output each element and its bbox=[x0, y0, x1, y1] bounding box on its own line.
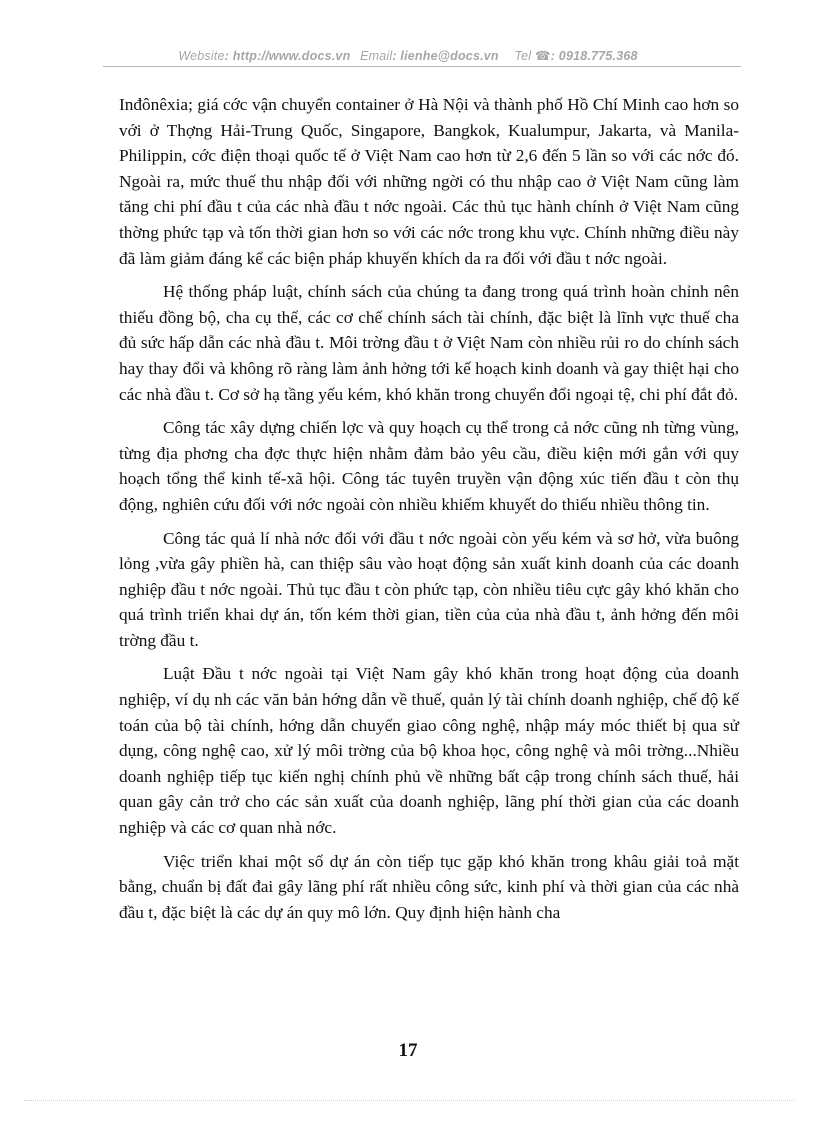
page-header bbox=[0, 48, 816, 63]
phone-number: ☎: 0918.775.368 bbox=[534, 49, 638, 63]
paragraph-2: Hệ thống pháp luật, chính sách của chúng ta đang trong quá trình hoàn chỉnh nên thiếu đồng bộ, cha cụ thể, các cơ chế chính sách tài chính, đặc biệt là lĩnh vực thuế cha đủ sức hấp dẫn các nhà đầu t. Môi trờng đầu t ở Việt Nam còn nhiều rủi ro do chính sách hay thay đổi và không rõ ràng làm ảnh hởng tới kế hoạch kinh doanh và gay thiệt hại cho các nhà đầu t. Cơ sở hạ tầng yếu kém, khó khăn trong chuyển đổi ngoại tệ, chi phí đắt đỏ. bbox=[119, 282, 739, 404]
paragraph-5: Luật Đầu t nớc ngoài tại Việt Nam gây khó khăn trong hoạt động của doanh nghiệp, ví dụ nh các văn bản hớng dẫn về thuế, quản lý tài chính doanh nghiệp, chế độ kế toán của bộ tài chính, hớng dẫn chuyển giao công nghệ, nhập máy móc thiết bị qua sử dụng, công nghệ cao, xử lý môi trờng của bộ khoa học, công nghệ và môi trờng...Nhiều doanh nghiệp tiếp tục kiến nghị chính phủ về những bất cập trong chính sách thuế, hải quan gây cản trở cho các sản xuất của doanh nghiệp, lãng phí thời gian của các doanh nghiệp và các cơ quan nhà nớc. bbox=[119, 664, 739, 838]
website-label: Website bbox=[178, 49, 225, 63]
paragraph-4: Công tác quả lí nhà nớc đối với đầu t nớc ngoài còn yếu kém và sơ hở, vừa buông lỏng ,vừa gây phiền hà, can thiệp sâu vào hoạt động sản xuất kinh doanh của các doanh nghiệp đầu t nớc ngoài. Thủ tục đầu t còn phức tạp, còn nhiều tiêu cực gây khó khăn cho quá trình triển khai dự án, tốn kém thời gian, tiền của của nhà đầu t, ảnh hởng đến môi trờng đầu t. bbox=[119, 528, 739, 650]
paragraph-3: Công tác xây dựng chiến lợc và quy hoạch cụ thể trong cả nớc cũng nh từng vùng, từng địa phơng cha đợc thực hiện nhằm đảm bảo yêu cầu, điều kiện mới gắn với quy hoạch tổng thể kinh tế-xã hội. Công tác tuyên truyền vận động xúc tiến đầu t còn thụ động, nghiên cứu đối với nớc ngoài còn nhiều khiếm khuyết do thiếu nhiều thông tin. bbox=[119, 418, 739, 514]
paragraph-1: Inđônêxia; giá cớc vận chuyển container ở Hà Nội và thành phố Hồ Chí Minh cao hơn so với ở Thợng Hải-Trung Quốc, Singapore, Bangkok, Kualumpur, Jakarta, và Manila-Philippin, cớc điện thoại quốc tế ở Việt Nam cao hơn từ 2,6 đến 5 lần so với các nớc đó. Ngoài ra, mức thuế thu nhập đối với những ngời có thu nhập cao ở Việt Nam cũng làm tăng chi phí đầu t của các nhà đầu t nớc ngoài. Các thủ tục hành chính ở Việt Nam cũng thờng phức tạp và tốn thời gian hơn so với các nớc trong khu vực. Chính những điều này đã làm giảm đáng kể các biện pháp khuyến khích da ra đối với đầu t nớc ngoài. bbox=[119, 95, 739, 268]
paragraph-6: Việc triển khai một số dự án còn tiếp tục gặp khó khăn trong khâu giải toả mặt bằng, chuẩn bị đất đai gây lãng phí rất nhiều công sức, kinh phí và thời gian của các nhà đầu t, đặc biệt là các dự án quy mô lớn. Quy định hiện hành cha bbox=[119, 851, 739, 922]
page-number: 17 bbox=[398, 1040, 418, 1061]
email-label: Email bbox=[360, 49, 393, 63]
website-link[interactable]: : http://www.docs.vn bbox=[224, 49, 351, 63]
header-divider bbox=[103, 66, 741, 67]
document-body bbox=[119, 92, 739, 933]
email-link[interactable]: : lienhe@docs.vn bbox=[392, 49, 499, 63]
footer-divider bbox=[24, 1100, 794, 1101]
tel-label: Tel bbox=[514, 49, 532, 63]
